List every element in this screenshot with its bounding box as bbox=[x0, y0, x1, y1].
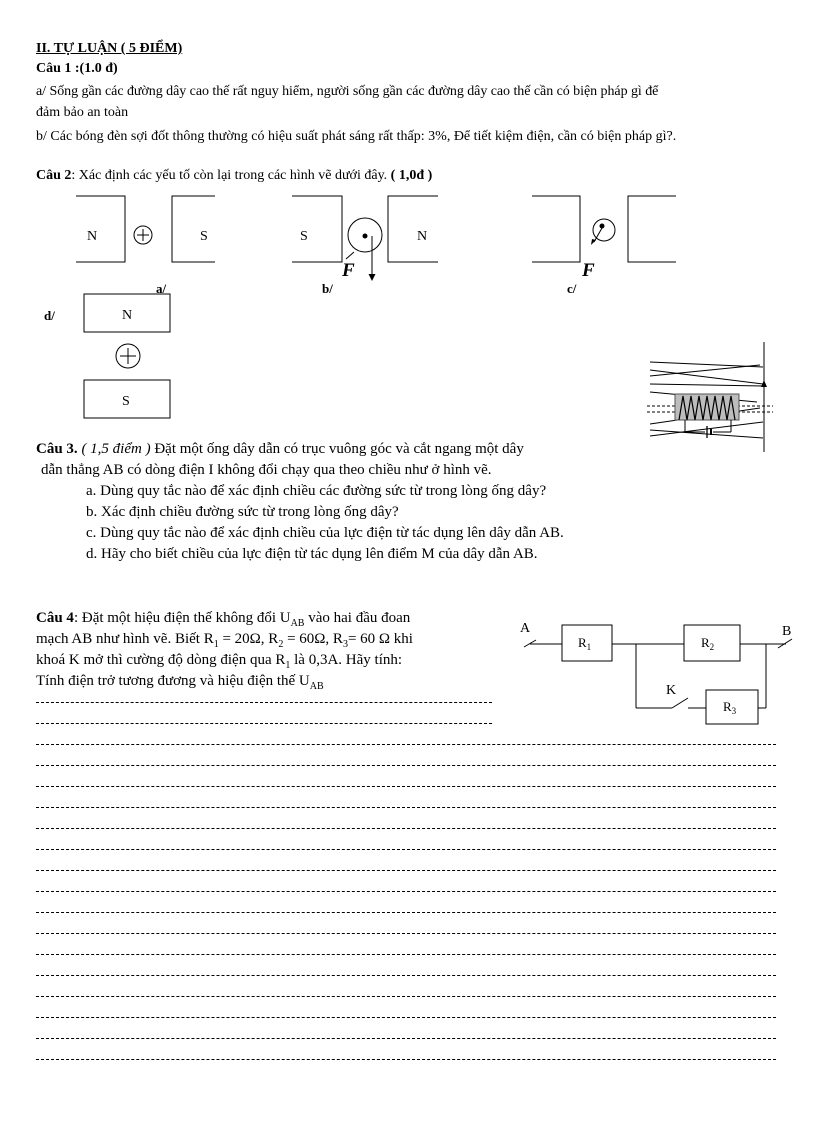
q4-text: Tính điện trở tương đương và hiệu điện thế U bbox=[36, 673, 310, 689]
q2-text bbox=[36, 167, 432, 184]
q3-intro-line1 bbox=[36, 440, 524, 458]
q4-sub: 1 bbox=[213, 639, 219, 650]
fig-d-label: d/ bbox=[44, 308, 55, 323]
q4-text: : Đặt một hiệu điện thế không đổi U bbox=[73, 610, 291, 626]
q4-text: khoá K mở thì cường độ dòng điện qua R bbox=[36, 652, 286, 668]
q4-text: là 0,3A. Hãy tính: bbox=[290, 652, 403, 668]
force-arrow-icon bbox=[591, 239, 596, 245]
q1-part-a-line2: đảm bảo an toàn bbox=[36, 105, 129, 120]
answer-line[interactable] bbox=[36, 828, 776, 829]
answer-line[interactable] bbox=[36, 1017, 776, 1018]
q3-intro-line2: dẫn thẳng AB có dòng điện I không đổi chạy qua theo chiều như ở hình vẽ. bbox=[41, 462, 492, 478]
answer-line[interactable] bbox=[36, 954, 776, 955]
q2-figure-c bbox=[528, 190, 688, 300]
q4-sub: 1 bbox=[285, 660, 291, 671]
fig-b-right-pole: N bbox=[417, 229, 428, 244]
q4-line1 bbox=[36, 609, 410, 627]
fig-c-label: c/ bbox=[567, 281, 577, 296]
q4-line2 bbox=[36, 630, 413, 648]
q4-text: = 60Ω, R bbox=[283, 631, 343, 647]
q2-figure-a bbox=[70, 190, 230, 300]
q4-sub: AB bbox=[309, 681, 324, 692]
fig-b-label: b/ bbox=[322, 281, 333, 296]
answer-line[interactable] bbox=[36, 849, 776, 850]
q1-title: Câu 1 :(1.0 đ) bbox=[36, 61, 118, 76]
circuit-terminal-b: B bbox=[782, 624, 792, 639]
q4-text: = 60 Ω khi bbox=[347, 631, 413, 647]
answer-line[interactable] bbox=[36, 786, 776, 787]
answer-line[interactable] bbox=[36, 870, 776, 871]
q2-figure-b bbox=[288, 190, 448, 300]
q4-sub: 2 bbox=[278, 639, 284, 650]
q2-question: : Xác định các yếu tố còn lại trong các hình vẽ dưới đây. bbox=[71, 168, 388, 183]
q3-item-a: a. Dùng quy tắc nào để xác định chiều các đường sức từ trong lòng ống dây? bbox=[86, 483, 547, 499]
answer-line[interactable] bbox=[36, 996, 776, 997]
answer-line[interactable] bbox=[36, 702, 492, 703]
answer-line[interactable] bbox=[36, 765, 776, 766]
r2-label: $R_2$ bbox=[701, 635, 715, 652]
q4-text: mạch AB như hình vẽ. Biết R bbox=[36, 631, 214, 647]
answer-line[interactable] bbox=[36, 1059, 776, 1060]
q3-item-d: d. Hãy cho biết chiều của lực điện từ tác dụng lên điểm M của dây dẫn AB. bbox=[86, 546, 538, 562]
answer-line[interactable] bbox=[36, 723, 492, 724]
fig-c-force-label: F bbox=[582, 260, 595, 281]
q3-intro-text: Đặt một ống dây dẫn có trục vuông góc và cắt ngang một dây bbox=[150, 441, 524, 457]
q4-circuit-diagram bbox=[512, 615, 802, 735]
q3-item-c: c. Dùng quy tắc nào để xác định chiều của lực điện từ tác dụng lên dây dẫn AB. bbox=[86, 525, 564, 541]
fig-a-label: a/ bbox=[156, 281, 167, 296]
q4-text: vào hai đầu đoan bbox=[304, 610, 411, 626]
q2-label: Câu 2 bbox=[36, 168, 72, 183]
q3-points: ( 1,5 điểm ) bbox=[77, 441, 151, 457]
fig-b-left-pole: S bbox=[300, 229, 308, 244]
answer-line[interactable] bbox=[36, 912, 776, 913]
fig-a-left-pole: N bbox=[87, 229, 98, 244]
answer-line[interactable] bbox=[36, 1038, 776, 1039]
q3-item-b: b. Xác định chiều đường sức từ trong lòng ống dây? bbox=[86, 504, 399, 520]
switch-k-label: K bbox=[666, 683, 677, 698]
q4-line4 bbox=[36, 672, 324, 690]
q1-part-a-line1: a/ Sống gần các đường dây cao thế rất nguy hiểm, người sống gần các đường dây cao thế cần có biện pháp gì để bbox=[36, 84, 659, 99]
q4-line3 bbox=[36, 651, 402, 669]
q4-text: = 20Ω, R bbox=[218, 631, 279, 647]
answer-line[interactable] bbox=[36, 744, 776, 745]
answer-line[interactable] bbox=[36, 933, 776, 934]
q2-figure-d bbox=[36, 290, 186, 425]
answer-line[interactable] bbox=[36, 975, 776, 976]
r3-label: $R_3$ bbox=[723, 699, 737, 716]
q3-solenoid-figure bbox=[645, 340, 775, 455]
q4-sub: AB bbox=[290, 618, 305, 629]
switch-k bbox=[672, 698, 688, 708]
q4-sub: 3 bbox=[342, 639, 348, 650]
q4-label: Câu 4 bbox=[36, 610, 74, 626]
force-arrow-icon bbox=[369, 274, 376, 281]
circuit-terminal-a: A bbox=[520, 621, 531, 636]
answer-line[interactable] bbox=[36, 807, 776, 808]
fig-d-top-pole: N bbox=[122, 308, 133, 323]
answer-line[interactable] bbox=[36, 891, 776, 892]
r1-label: $R_1$ bbox=[578, 635, 592, 652]
q2-points: ( 1,0đ ) bbox=[390, 168, 433, 183]
section-title: II. TỰ LUẬN ( 5 ĐIỂM) bbox=[36, 41, 183, 56]
fig-d-bottom-pole: S bbox=[122, 394, 130, 409]
q3-label: Câu 3. bbox=[36, 441, 78, 457]
q1-part-b: b/ Các bóng đèn sợi đốt thông thường có hiệu suất phát sáng rất thấp: 3%, Để tiết kiệm điện, cần có biện pháp gì?. bbox=[36, 129, 677, 144]
fig-b-force-label: F bbox=[342, 260, 355, 281]
fig-a-right-pole: S bbox=[200, 229, 208, 244]
